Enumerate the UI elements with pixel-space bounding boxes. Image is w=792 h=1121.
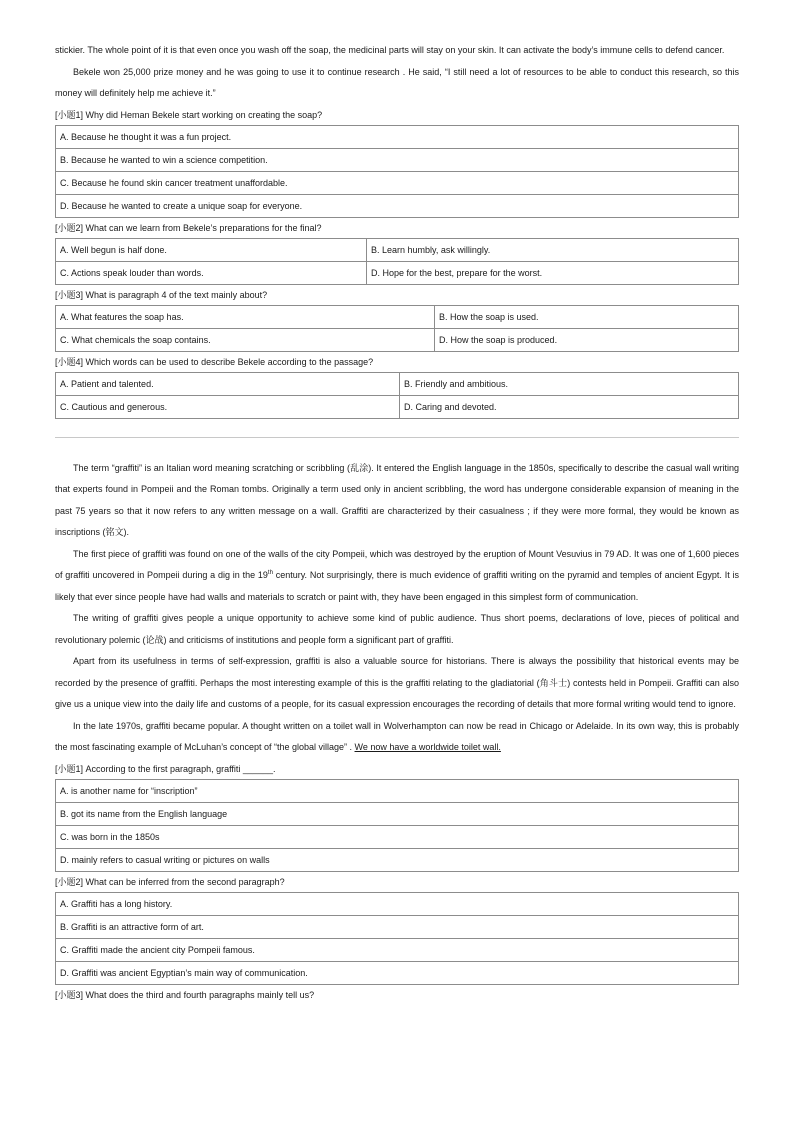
question-stem: [小题2] What can we learn from Bekele’s preparations for the final? (55, 222, 322, 233)
passage2-paragraph: The first piece of graffiti was found on one of the walls of the city Pompeii, which was destroyed by the eruption of Mount Vesuvius in 79 AD. It was one of 1,600 pieces of graffiti uncovered in Pompeii during a dig in the 19th century. Not surprisingly, there is much evidence of graffiti writing on the pyramid and temples of ancient Egypt. It is likely that ever since people have had walls and materials to scratch or paint with, they have been engaged in this simplest form of communication. (55, 548, 740, 602)
option-a[interactable]: A. is another name for “inscription” (56, 779, 739, 802)
section-divider (55, 437, 739, 438)
option-d[interactable]: D. Because he wanted to create a unique soap for everyone. (56, 194, 739, 217)
option-a[interactable]: A. Because he thought it was a fun project. (56, 125, 739, 148)
options-table (55, 305, 739, 352)
question-stem: [小题3] What does the third and fourth paragraphs mainly tell us? (55, 989, 315, 1000)
worksheet-page (55, 40, 739, 1005)
question-stem: [小题1] Why did Heman Bekele start working on creating the soap? (55, 109, 323, 120)
option-c[interactable]: C. Actions speak louder than words. (56, 261, 367, 284)
question-stem: [小题2] What can be inferred from the second paragraph? (55, 876, 285, 887)
question-stem: [小题3] What is paragraph 4 of the text mainly about? (55, 289, 268, 300)
option-b[interactable]: B. Graffiti is an attractive form of art. (56, 915, 739, 938)
question-stem: [小题4] Which words can be used to describe Bekele according to the passage? (55, 356, 374, 367)
passage2-paragraph: The term “graffiti” is an Italian word meaning scratching or scribbling (乱涂). It entered the English language in the 1850s, specifically to describe the casual wall writing that experts found in Pompeii and the Roman tombs. Originally a term used only in ancient scribbling, the word has undergone considerable expansion of meaning in the past 75 years so that it now refers to any written message on a wall. Graffiti are characterized by their casualness ; if they were more formal, they would be known as inscriptions (铭文). (55, 462, 739, 537)
option-b[interactable]: B. Friendly and ambitious. (400, 372, 739, 395)
option-b[interactable]: B. How the soap is used. (435, 305, 739, 328)
option-d[interactable]: D. How the soap is produced. (435, 328, 739, 351)
option-c[interactable]: C. Cautious and generous. (56, 395, 400, 418)
option-a[interactable]: A. Graffiti has a long history. (56, 892, 739, 915)
option-d[interactable]: D. Caring and devoted. (400, 395, 739, 418)
option-b[interactable]: B. Learn humbly, ask willingly. (367, 238, 739, 261)
passage1-paragraph: Bekele won 25,000 prize money and he was going to use it to continue research . He said, “I still need a lot of resources to be able to conduct this research, so this money will definitely help me achieve it.” (55, 66, 739, 98)
option-a[interactable]: A. What features the soap has. (56, 305, 435, 328)
option-d[interactable]: D. mainly refers to casual writing or pictures on walls (56, 848, 739, 871)
options-table (55, 779, 739, 872)
passage2-paragraph: In the late 1970s, graffiti became popular. A thought written on a toilet wall in Wolverhampton can now be read in Chicago or Adelaide. In its own way, this is probably the most fascinating example of McLuhan’s concept of “the global village” . We now have a worldwide toilet wall. (55, 720, 739, 752)
option-a[interactable]: A. Well begun is half done. (56, 238, 367, 261)
option-c[interactable]: C. Because he found skin cancer treatment unaffordable. (56, 171, 739, 194)
passage1-paragraph: stickier. The whole point of it is that even once you wash off the soap, the medicinal parts will stay on your skin. It can activate the body’s immune cells to defend cancer. (55, 45, 725, 55)
option-d[interactable]: D. Hope for the best, prepare for the worst. (367, 261, 739, 284)
options-table (55, 372, 739, 419)
passage2-paragraph: Apart from its usefulness in terms of self-expression, graffiti is also a valuable source for historians. There is always the possibility that historical events may be recorded by the presence of graffiti. Perhaps the most interesting example of this is the graffiti relating to the gladiatorial (角斗士) contests held in Pompeii. Graffiti can also give us a unique view into the daily life and customs of a people, for its casual expression encourages the recording of details that more formal writing would tend to ignore. (55, 656, 739, 709)
option-c[interactable]: C. was born in the 1850s (56, 825, 739, 848)
underlined-sentence: We now have a worldwide toilet wall. (354, 742, 501, 752)
question-stem: [小题1] According to the first paragraph, graffiti ______. (55, 763, 276, 774)
option-c[interactable]: C. What chemicals the soap contains. (56, 328, 435, 351)
passage2-paragraph: The writing of graffiti gives people a unique opportunity to achieve some kind of public audience. Thus short poems, declarations of love, pieces of political and revolutionary polemic (论战) and criticisms of institutions and people form a significant part of graffiti. (55, 613, 739, 645)
option-c[interactable]: C. Graffiti made the ancient city Pompeii famous. (56, 938, 739, 961)
options-table (55, 238, 739, 285)
option-b[interactable]: B. got its name from the English language (56, 802, 739, 825)
options-table (55, 892, 739, 985)
option-a[interactable]: A. Patient and talented. (56, 372, 400, 395)
options-table (55, 125, 739, 218)
option-d[interactable]: D. Graffiti was ancient Egyptian’s main way of communication. (56, 961, 739, 984)
option-b[interactable]: B. Because he wanted to win a science competition. (56, 148, 739, 171)
